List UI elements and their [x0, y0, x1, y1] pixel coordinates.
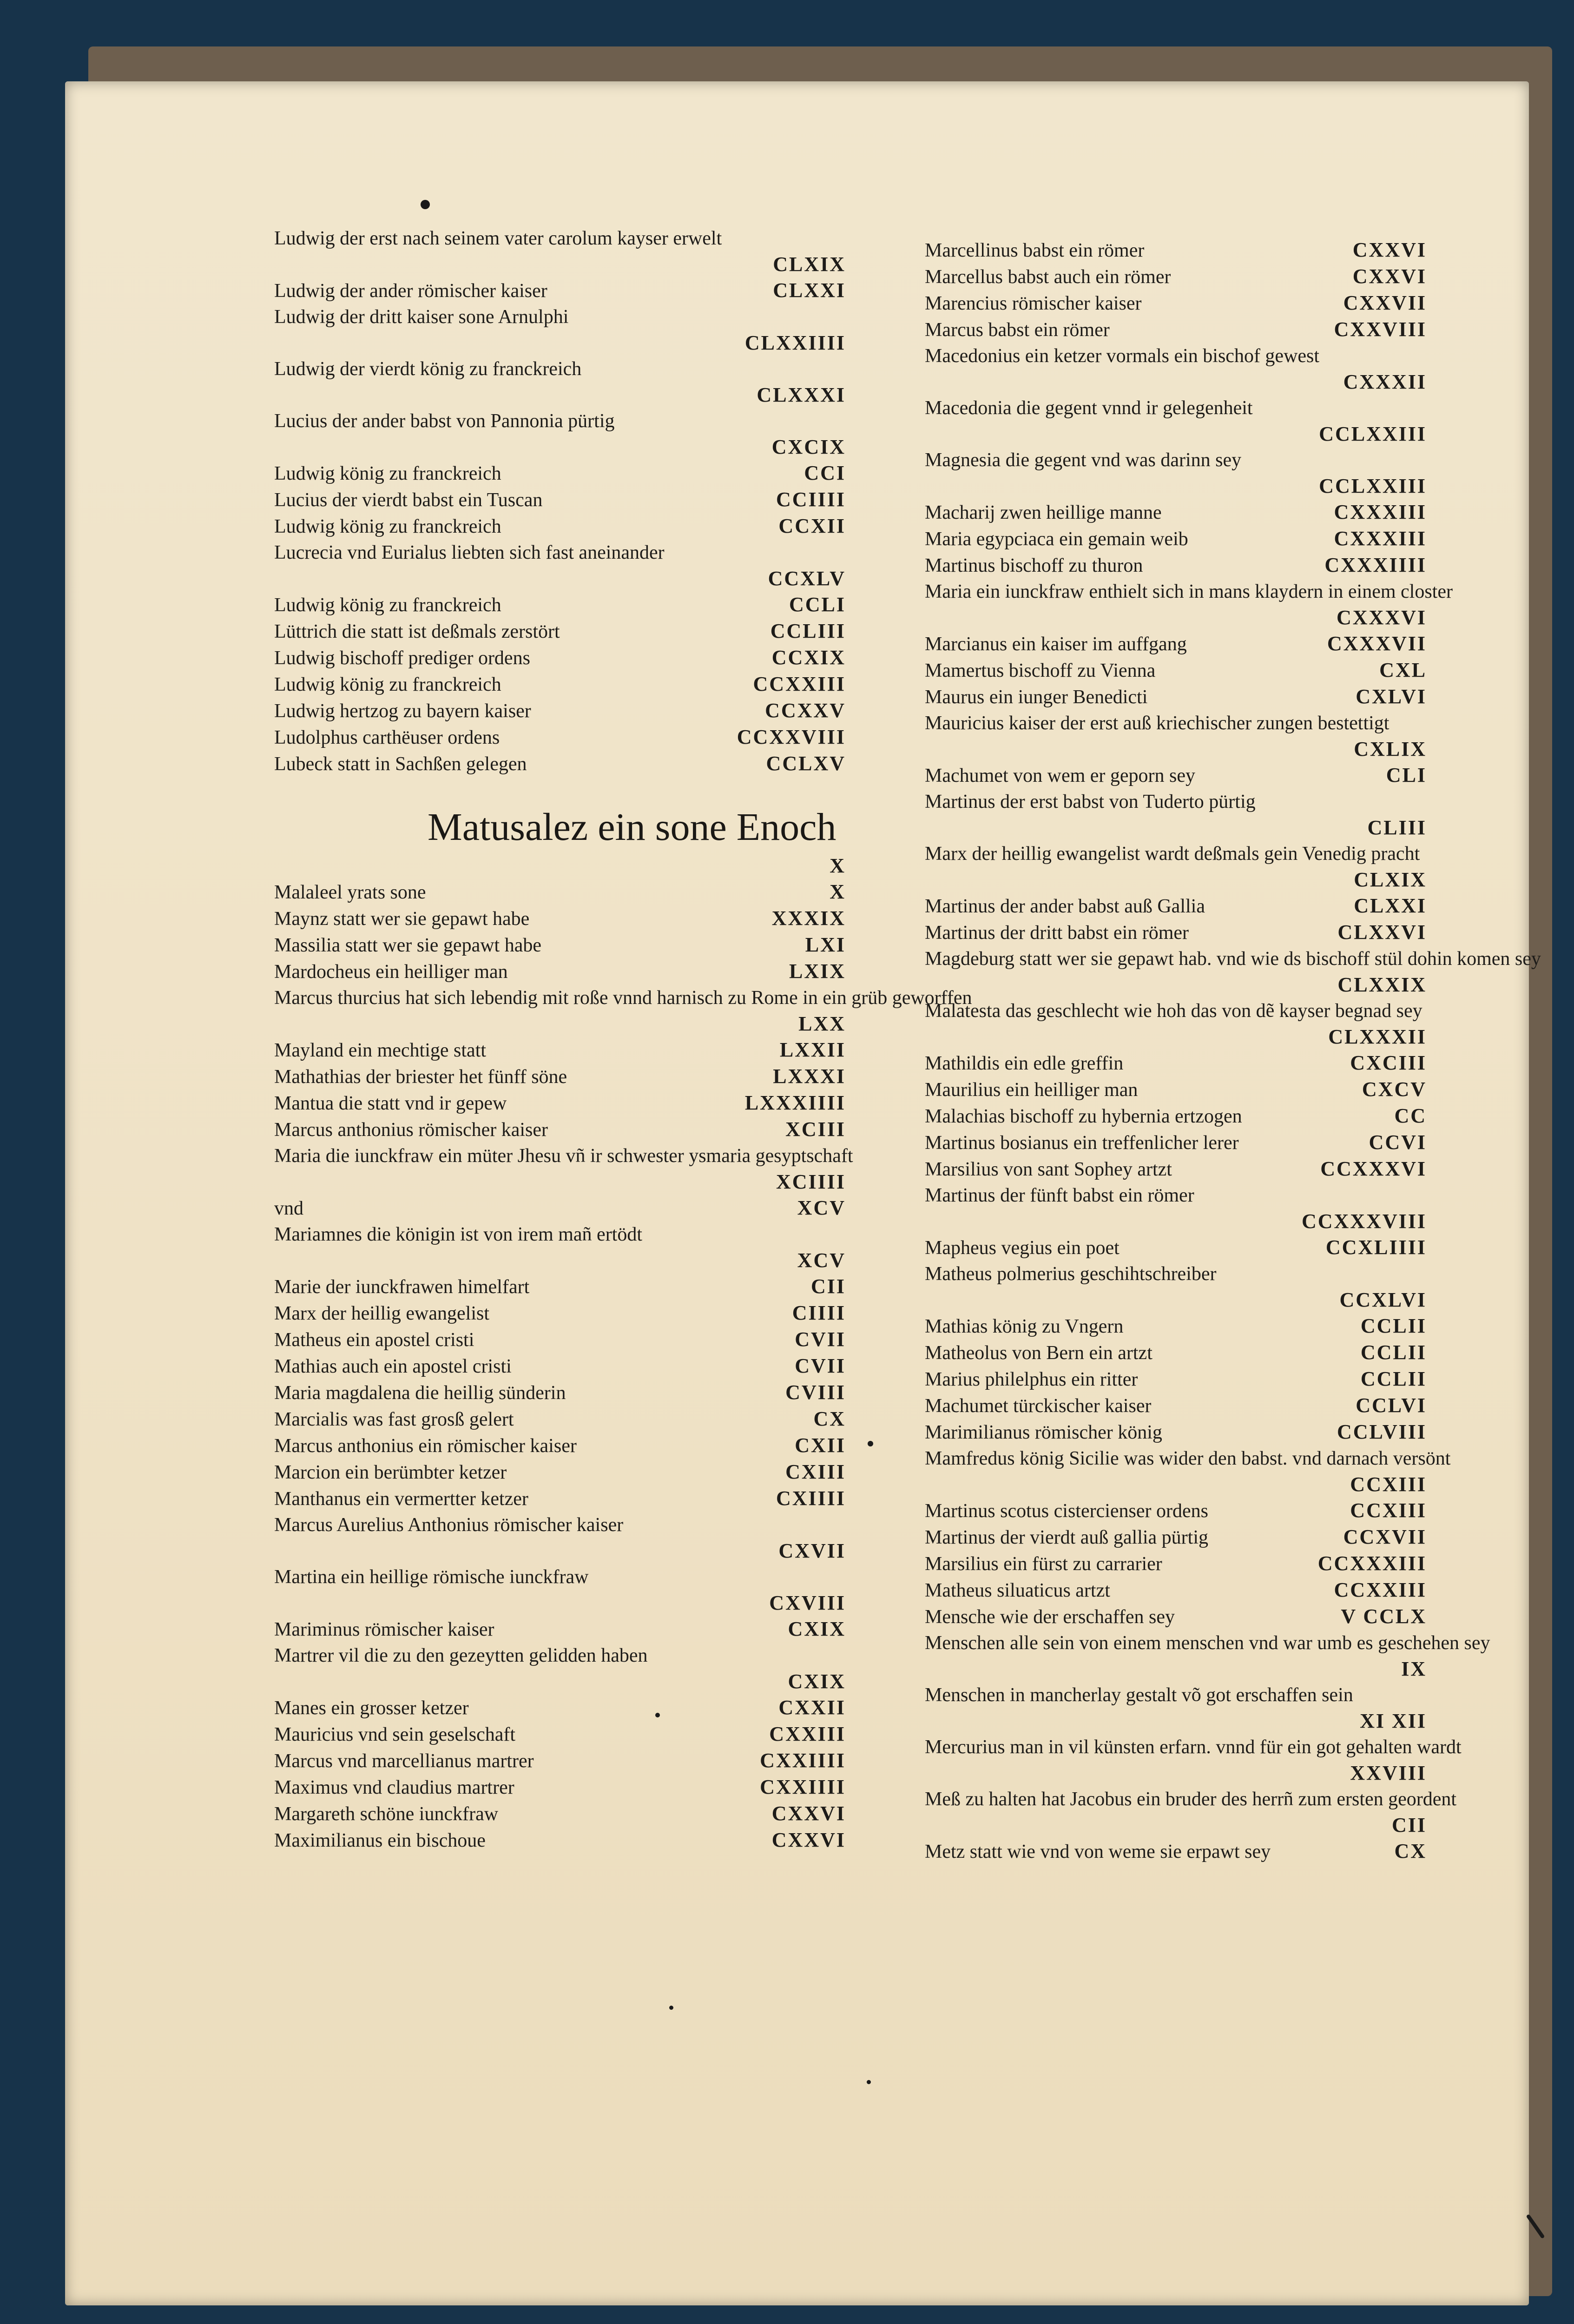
entry-text: Ludwig könig zu franckreich [274, 594, 501, 616]
index-entry [274, 1774, 846, 1801]
entry-page-number: LXXII [779, 1038, 846, 1061]
entry-page-number: CCLVIII [1337, 1420, 1427, 1443]
index-entry [925, 1313, 1427, 1340]
entry-text: Lucrecia vnd Eurialus liebten sich fast aneinander [274, 542, 665, 563]
index-entry [274, 277, 846, 304]
entry-page-number: CXLIX [1354, 738, 1427, 760]
entry-page-number: CXCIII [1350, 1051, 1427, 1074]
index-entry [925, 1419, 1427, 1446]
entry-text: Mayland ein mechtige statt [274, 1040, 487, 1061]
entry-page-number: CXXVI [771, 1802, 846, 1825]
entry-page-number: CCXIX [771, 646, 846, 669]
entry-text: Marcellus babst auch ein römer [925, 266, 1171, 288]
entry-page-number: CXXIIII [760, 1776, 846, 1798]
entry-text: Ludwig könig zu franckreich [274, 674, 501, 695]
entry-page-number: CXIIII [776, 1487, 846, 1510]
entry-text: Martinus der erst babst von Tuderto pürtig [925, 791, 1256, 812]
entry-page-number: CCLXV [766, 752, 846, 775]
entry-page-number: CLXXIX [1337, 973, 1427, 996]
index-entry [274, 1143, 853, 1195]
entry-text: Maria ein iunckfraw enthielt sich in mans klaydern in einem closter [925, 581, 1453, 602]
entry-page-number: CXXXIII [1334, 527, 1427, 550]
entry-page-number: CCIIII [776, 488, 846, 511]
index-entry [925, 762, 1427, 789]
index-entry [925, 552, 1427, 579]
entry-text: Ludwig hertzog zu bayern kaiser [274, 700, 531, 722]
entry-text: Maurus ein iunger Benedicti [925, 687, 1148, 708]
entry-page-number: CLXIX [1354, 868, 1427, 891]
entry-text: Mauricius vnd sein geselschaft [274, 1724, 516, 1745]
index-entry [274, 1327, 846, 1353]
index-entry [925, 1498, 1427, 1524]
entry-text: Meß zu halten hat Jacobus ein bruder des herrñ zum ersten geordent [925, 1789, 1457, 1810]
entry-text: Malaleel yrats sone [274, 882, 426, 903]
entry-text: Matheus polmerius geschihtschreiber [925, 1263, 1217, 1285]
entry-page-number: CIIII [792, 1301, 846, 1324]
entry-text: Ludwig der vierdt könig zu franckreich [274, 358, 582, 380]
index-entry [925, 579, 1453, 631]
entry-text: Marcus vnd marcellianus martrer [274, 1750, 534, 1772]
entry-text: Manthanus ein vermertter ketzer [274, 1488, 528, 1510]
entry-text: Matheolus von Bern ein artzt [925, 1342, 1153, 1364]
entry-page-number: CII [810, 1275, 846, 1298]
index-entry [274, 1695, 846, 1721]
entry-page-number: CLI [1386, 764, 1427, 786]
index-entry [925, 1734, 1462, 1786]
index-entry [925, 1076, 1427, 1103]
entry-page-number: CXXII [778, 1696, 846, 1719]
index-entry [925, 631, 1427, 657]
entry-text: Macedonius ein ketzer vormals ein bischof gewest [925, 345, 1320, 367]
entry-text: Marsilius ein fürst zu carrarier [925, 1553, 1162, 1575]
entry-page-number: CXIX [788, 1670, 846, 1693]
index-entry [274, 356, 846, 408]
entry-text: Ludwig bischoff prediger ordens [274, 647, 530, 669]
index-column-left-b [274, 853, 972, 1854]
entry-text: Mathathias der briester het fünff söne [274, 1066, 567, 1088]
index-entry [925, 290, 1427, 317]
entry-text: Marcus anthonius ein römischer kaiser [274, 1435, 577, 1457]
index-entry [274, 751, 846, 777]
index-entry [274, 513, 846, 540]
entry-page-number: CCXVII [1343, 1525, 1427, 1548]
index-entry [274, 487, 846, 513]
index-entry [274, 698, 846, 724]
index-entry [274, 1300, 846, 1327]
entry-text: Martrer vil die zu den gezeytten gelidden haben [274, 1645, 648, 1666]
entry-page-number: CLXXI [1354, 894, 1427, 917]
index-entry [274, 225, 846, 277]
entry-page-number: CCXXIII [753, 673, 846, 695]
index-entry [274, 985, 972, 1037]
entry-text: Martina ein heillige römische iunckfraw [274, 1566, 589, 1588]
index-entry [925, 893, 1427, 919]
index-entry [274, 1116, 846, 1143]
entry-text: Marcellinus babst ein römer [925, 240, 1145, 261]
entry-text: Mantua die statt vnd ir gepew [274, 1093, 507, 1114]
entry-page-number: CLXXXI [757, 383, 846, 406]
index-entry [925, 1261, 1427, 1313]
index-entry [925, 1786, 1457, 1838]
entry-page-number: CXXXVI [1337, 606, 1427, 629]
index-entry [274, 1564, 846, 1616]
entry-text: Mamertus bischoff zu Vienna [925, 660, 1156, 681]
entry-text: Martinus scotus cistercienser ordens [925, 1500, 1209, 1522]
entry-page-number: LXX [798, 1012, 846, 1035]
index-entry [274, 724, 846, 751]
entry-page-number: XCV [797, 1249, 846, 1272]
index-entry [925, 1050, 1427, 1076]
entry-text: Lüttrich die statt ist deßmals zerstört [274, 621, 560, 642]
entry-text: Marcus thurcius hat sich lebendig mit roße vnnd harnisch zu Rome in ein grüb geworffen [274, 987, 972, 1009]
entry-page-number: CLXXVI [1337, 921, 1427, 944]
index-entry [274, 879, 846, 905]
entry-text: Marcus anthonius römischer kaiser [274, 1119, 548, 1141]
index-entry [274, 1721, 846, 1748]
index-entry [274, 1433, 846, 1459]
entry-page-number: CCXLV [768, 567, 846, 590]
entry-text: vnd [274, 1198, 303, 1219]
entry-text: Menschen alle sein von einem menschen vnd war umb es geschehen sey [925, 1632, 1490, 1654]
entry-text: Marie der iunckfrawen himelfart [274, 1276, 530, 1298]
entry-page-number: XI XII [1360, 1710, 1427, 1732]
entry-text: Martinus der dritt babst ein römer [925, 922, 1189, 944]
index-entry [274, 1090, 846, 1116]
entry-page-number: CLXXI [773, 279, 846, 302]
entry-text: Macedonia die gegent vnnd ir gelegenheit [925, 397, 1253, 419]
index-column-left-a [274, 225, 846, 777]
entry-text: Martinus der vierdt auß gallia pürtig [925, 1527, 1209, 1548]
entry-page-number: CXXVI [771, 1829, 846, 1851]
index-entry [925, 1366, 1427, 1393]
entry-text: Massilia statt wer sie gepawt habe [274, 935, 541, 956]
index-entry [925, 841, 1427, 893]
index-entry [274, 304, 846, 356]
index-entry [925, 1103, 1427, 1129]
entry-page-number: CXXVI [1352, 265, 1427, 288]
entry-page-number: CXXIII [769, 1723, 846, 1745]
index-entry [274, 1195, 846, 1221]
entry-text: Menschen in mancherlay gestalt võ got erschaffen sein [925, 1684, 1353, 1706]
entry-page-number: CLXXXII [1328, 1025, 1427, 1048]
entry-page-number: CC [1394, 1104, 1427, 1127]
entry-text: Mariamnes die königin ist von irem mañ ertödt [274, 1224, 643, 1245]
index-entry [925, 526, 1427, 552]
entry-text: Marcion ein berümbter ketzer [274, 1462, 507, 1483]
entry-page-number: XCV [797, 1196, 846, 1219]
entry-page-number: CCXII [778, 515, 846, 537]
index-entry [925, 1446, 1451, 1498]
entry-page-number: CCLIII [770, 620, 846, 642]
entry-text: Mamfredus könig Sicilie was wider den babst. vnd darnach versönt [925, 1448, 1451, 1469]
entry-text: Machumet türckischer kaiser [925, 1395, 1152, 1417]
index-entry [274, 671, 846, 698]
index-entry [274, 958, 846, 985]
index-entry [925, 1630, 1490, 1682]
index-entry [925, 264, 1427, 290]
index-entry [274, 1063, 846, 1090]
entry-text: Mensche wie der erschaffen sey [925, 1606, 1175, 1628]
entry-page-number: CCLI [789, 593, 846, 616]
entry-text: Martinus bischoff zu thuron [925, 555, 1143, 576]
entry-text: Marcus babst ein römer [925, 319, 1110, 341]
entry-page-number: CCLXXIII [1319, 423, 1427, 445]
entry-page-number: CXLVI [1356, 685, 1427, 708]
entry-page-number: XCIII [785, 1118, 846, 1141]
entry-page-number: CCXLVI [1339, 1288, 1427, 1311]
index-entry [925, 998, 1427, 1050]
entry-page-number: CXL [1379, 659, 1427, 681]
entry-text: Lucius der ander babst von Pannonia pürtig [274, 410, 615, 432]
entry-text: Mathildis ein edle greffin [925, 1053, 1124, 1074]
index-entry [274, 592, 846, 618]
entry-page-number: LXXXIIII [744, 1091, 846, 1114]
entry-text: Ludwig der dritt kaiser sone Arnulphi [274, 306, 569, 328]
entry-text: Mardocheus ein heilliger man [274, 961, 508, 983]
entry-text: Ludwig könig zu franckreich [274, 463, 501, 484]
entry-page-number: CXIII [785, 1460, 846, 1483]
entry-text: Ludwig könig zu franckreich [274, 516, 501, 537]
index-entry [274, 1459, 846, 1486]
entry-page-number: CXXVI [1352, 238, 1427, 261]
index-entry [925, 1577, 1427, 1604]
entry-text: Marsilius von sant Sophey artzt [925, 1159, 1172, 1180]
entry-page-number: CCLVI [1356, 1394, 1427, 1417]
entry-text: Maximus vnd claudius martrer [274, 1777, 514, 1798]
entry-page-number: CCXXIII [1334, 1578, 1427, 1601]
entry-page-number: CCXXV [765, 699, 846, 722]
index-entry [925, 499, 1427, 526]
entry-page-number: CCI [804, 462, 846, 484]
index-entry [925, 657, 1427, 684]
index-column-right [925, 237, 1541, 1865]
index-entry [925, 919, 1427, 946]
entry-page-number: CCXXVIII [737, 726, 846, 748]
entry-page-number: CXXVIII [1334, 318, 1427, 341]
entry-text: Martinus der ander babst auß Gallia [925, 896, 1205, 917]
index-entry [925, 1182, 1427, 1235]
index-entry [925, 1604, 1427, 1630]
entry-text: Mariminus römischer kaiser [274, 1619, 494, 1640]
entry-page-number: CCXXXIII [1317, 1552, 1427, 1575]
entry-page-number: CVIII [785, 1381, 846, 1404]
entry-text: Magdeburg statt wer sie gepawt hab. vnd wie ds bischoff stül dohin komen sey [925, 948, 1541, 970]
entry-page-number: CLXXIIII [744, 331, 846, 354]
index-entry [274, 1801, 846, 1827]
entry-page-number: XXVIII [1350, 1762, 1427, 1784]
entry-text: Maria die iunckfraw ein müter Jhesu vñ ir schwester ysmaria gesyptschaft [274, 1145, 853, 1167]
index-entry [925, 1129, 1427, 1156]
index-entry [274, 1486, 846, 1512]
entry-text: Lubeck statt in Sachßen gelegen [274, 753, 527, 775]
index-entry [925, 1838, 1427, 1865]
index-entry [925, 1682, 1427, 1734]
entry-page-number: LXI [805, 933, 846, 956]
entry-page-number: CXIX [788, 1618, 846, 1640]
entry-text: Manes ein grosser ketzer [274, 1697, 469, 1719]
entry-page-number: CLXIX [773, 253, 846, 276]
entry-text: Marx der heillig ewangelist wardt deßmals gein Venedig pracht [925, 843, 1420, 865]
entry-text: Mathias könig zu Vngern [925, 1316, 1124, 1337]
index-entry [274, 1748, 846, 1774]
entry-page-number: CVII [795, 1328, 846, 1351]
entry-page-number: CCVI [1369, 1131, 1427, 1154]
index-entry [274, 1643, 846, 1695]
index-entry [274, 1037, 846, 1063]
index-entry [274, 1380, 846, 1406]
entry-page-number: CXXXIIII [1324, 554, 1427, 576]
entry-text: Lucius der vierdt babst ein Tuscan [274, 489, 543, 511]
index-entry [274, 1616, 846, 1643]
entry-text: Marimilianus römischer könig [925, 1422, 1162, 1443]
entry-page-number: X [830, 880, 846, 903]
entry-page-number: CXXXIII [1334, 501, 1427, 523]
entry-page-number: CCXLIIII [1325, 1236, 1427, 1259]
index-entry [274, 540, 846, 592]
index-entry [274, 932, 846, 958]
index-entry [274, 1512, 846, 1564]
entry-page-number: CCXXXVI [1320, 1157, 1427, 1180]
entry-text: Marcus Aurelius Anthonius römischer kaiser [274, 1514, 624, 1536]
entry-text: Margareth schöne iunckfraw [274, 1803, 499, 1825]
index-entry [925, 447, 1427, 499]
ink-dot [669, 2006, 673, 2010]
ink-dot [421, 200, 430, 209]
entry-page-number: CCXXXVIII [1301, 1210, 1427, 1233]
index-entry [274, 1274, 846, 1300]
entry-text: Marencius römischer kaiser [925, 293, 1142, 314]
entry-page-number: V CCLX [1341, 1605, 1427, 1628]
index-entry [925, 1156, 1427, 1182]
entry-page-number: CXXXVII [1327, 632, 1427, 655]
index-entry [925, 1235, 1427, 1261]
entry-page-number: IX [1401, 1657, 1427, 1680]
entry-page-number: XCIIII [776, 1170, 846, 1193]
entry-page-number: CII [1391, 1814, 1427, 1836]
index-entry [274, 408, 846, 460]
entry-page-number: CXVIII [769, 1591, 846, 1614]
entry-text: Maynz statt wer sie gepawt habe [274, 908, 530, 930]
entry-page-number: LXXXI [773, 1065, 846, 1088]
entry-page-number: CCXIII [1350, 1499, 1427, 1522]
entry-page-number: CCLII [1360, 1341, 1427, 1364]
entry-text: Martinus bosianus ein treffenlicher lerer [925, 1132, 1239, 1154]
entry-page-number: CXCV [1362, 1078, 1427, 1101]
index-entry [274, 1406, 846, 1433]
entry-text: Malachias bischoff zu hybernia ertzogen [925, 1106, 1242, 1127]
entry-text: Mauricius kaiser der erst auß kriechischer zungen bestettigt [925, 713, 1390, 734]
entry-text: Marx der heillig ewangelist [274, 1303, 490, 1324]
index-entry [274, 1353, 846, 1380]
entry-text: Mercurius man in vil künsten erfarn. vnnd für ein got gehalten wardt [925, 1736, 1462, 1758]
entry-page-number: CXXVII [1343, 291, 1427, 314]
ink-dot [868, 1441, 873, 1446]
entry-page-number: CCLII [1360, 1367, 1427, 1390]
entry-page-number: CXII [795, 1434, 846, 1457]
entry-text: Marcialis was fast grosß gelert [274, 1409, 514, 1430]
entry-page-number: CXCIX [771, 436, 846, 458]
entry-text: Ludwig der ander römischer kaiser [274, 280, 547, 302]
index-entry [925, 1524, 1427, 1551]
entry-page-number: CX [813, 1407, 846, 1430]
index-entry [925, 684, 1427, 710]
index-entry [274, 645, 846, 671]
ink-dot [867, 2080, 871, 2084]
entry-text: Marcianus ein kaiser im auffgang [925, 634, 1187, 655]
entry-text: Martinus der fünft babst ein römer [925, 1185, 1194, 1206]
entry-text: Macharij zwen heillige manne [925, 502, 1162, 523]
entry-page-number: CCLII [1360, 1314, 1427, 1337]
entry-page-number: CXXXII [1343, 370, 1427, 393]
index-entry [925, 1551, 1427, 1577]
entry-text: Magnesia die gegent vnd was darinn sey [925, 449, 1242, 471]
entry-text: Maurilius ein heilliger man [925, 1079, 1138, 1101]
entry-text: Matheus ein apostel cristi [274, 1329, 474, 1351]
entry-page-number: X [830, 854, 846, 877]
entry-text: Maria magdalena die heillig sünderin [274, 1382, 566, 1404]
entry-page-number: CXXIIII [760, 1749, 846, 1772]
index-entry [274, 853, 846, 879]
index-entry [274, 460, 846, 487]
index-entry [274, 1221, 846, 1274]
entry-page-number: CX [1394, 1840, 1427, 1862]
entry-text: Machumet von wem er geporn sey [925, 765, 1195, 786]
index-entry [925, 946, 1541, 998]
entry-page-number: CLIII [1367, 816, 1427, 839]
index-entry [925, 237, 1427, 264]
index-entry [925, 343, 1427, 395]
entry-text: Mapheus vegius ein poet [925, 1237, 1120, 1259]
index-entry [925, 395, 1427, 447]
entry-text: Metz statt wie vnd von weme sie erpawt sey [925, 1841, 1271, 1862]
entry-text: Malatesta das geschlecht wie hoh das von dẽ kayser begnad sey [925, 1000, 1423, 1022]
entry-text: Matheus siluaticus artzt [925, 1580, 1110, 1601]
entry-page-number: CCXIII [1350, 1473, 1427, 1496]
index-entry [925, 789, 1427, 841]
entry-page-number: XXXIX [771, 907, 846, 930]
index-entry [925, 710, 1427, 762]
entry-page-number: CXVII [778, 1539, 846, 1562]
entry-text: Ludolphus carthëuser ordens [274, 727, 500, 748]
entry-text: Mathias auch ein apostel cristi [274, 1356, 512, 1377]
entry-page-number: CVII [795, 1354, 846, 1377]
index-entry [274, 618, 846, 645]
entry-page-number: LXIX [789, 960, 846, 983]
index-entry [925, 1340, 1427, 1366]
entry-page-number: CCLXXIII [1319, 475, 1427, 497]
index-entry [274, 905, 846, 932]
index-entry [274, 1827, 846, 1854]
entry-text: Marius philelphus ein ritter [925, 1369, 1138, 1390]
entry-text: Maximilianus ein bischoue [274, 1830, 486, 1851]
entry-text: Ludwig der erst nach seinem vater carolum kayser erwelt [274, 228, 722, 249]
section-heading: Matusalez ein sone Enoch [428, 805, 836, 849]
entry-text: Maria egypciaca ein gemain weib [925, 528, 1188, 550]
index-entry [925, 317, 1427, 343]
index-entry [925, 1393, 1427, 1419]
